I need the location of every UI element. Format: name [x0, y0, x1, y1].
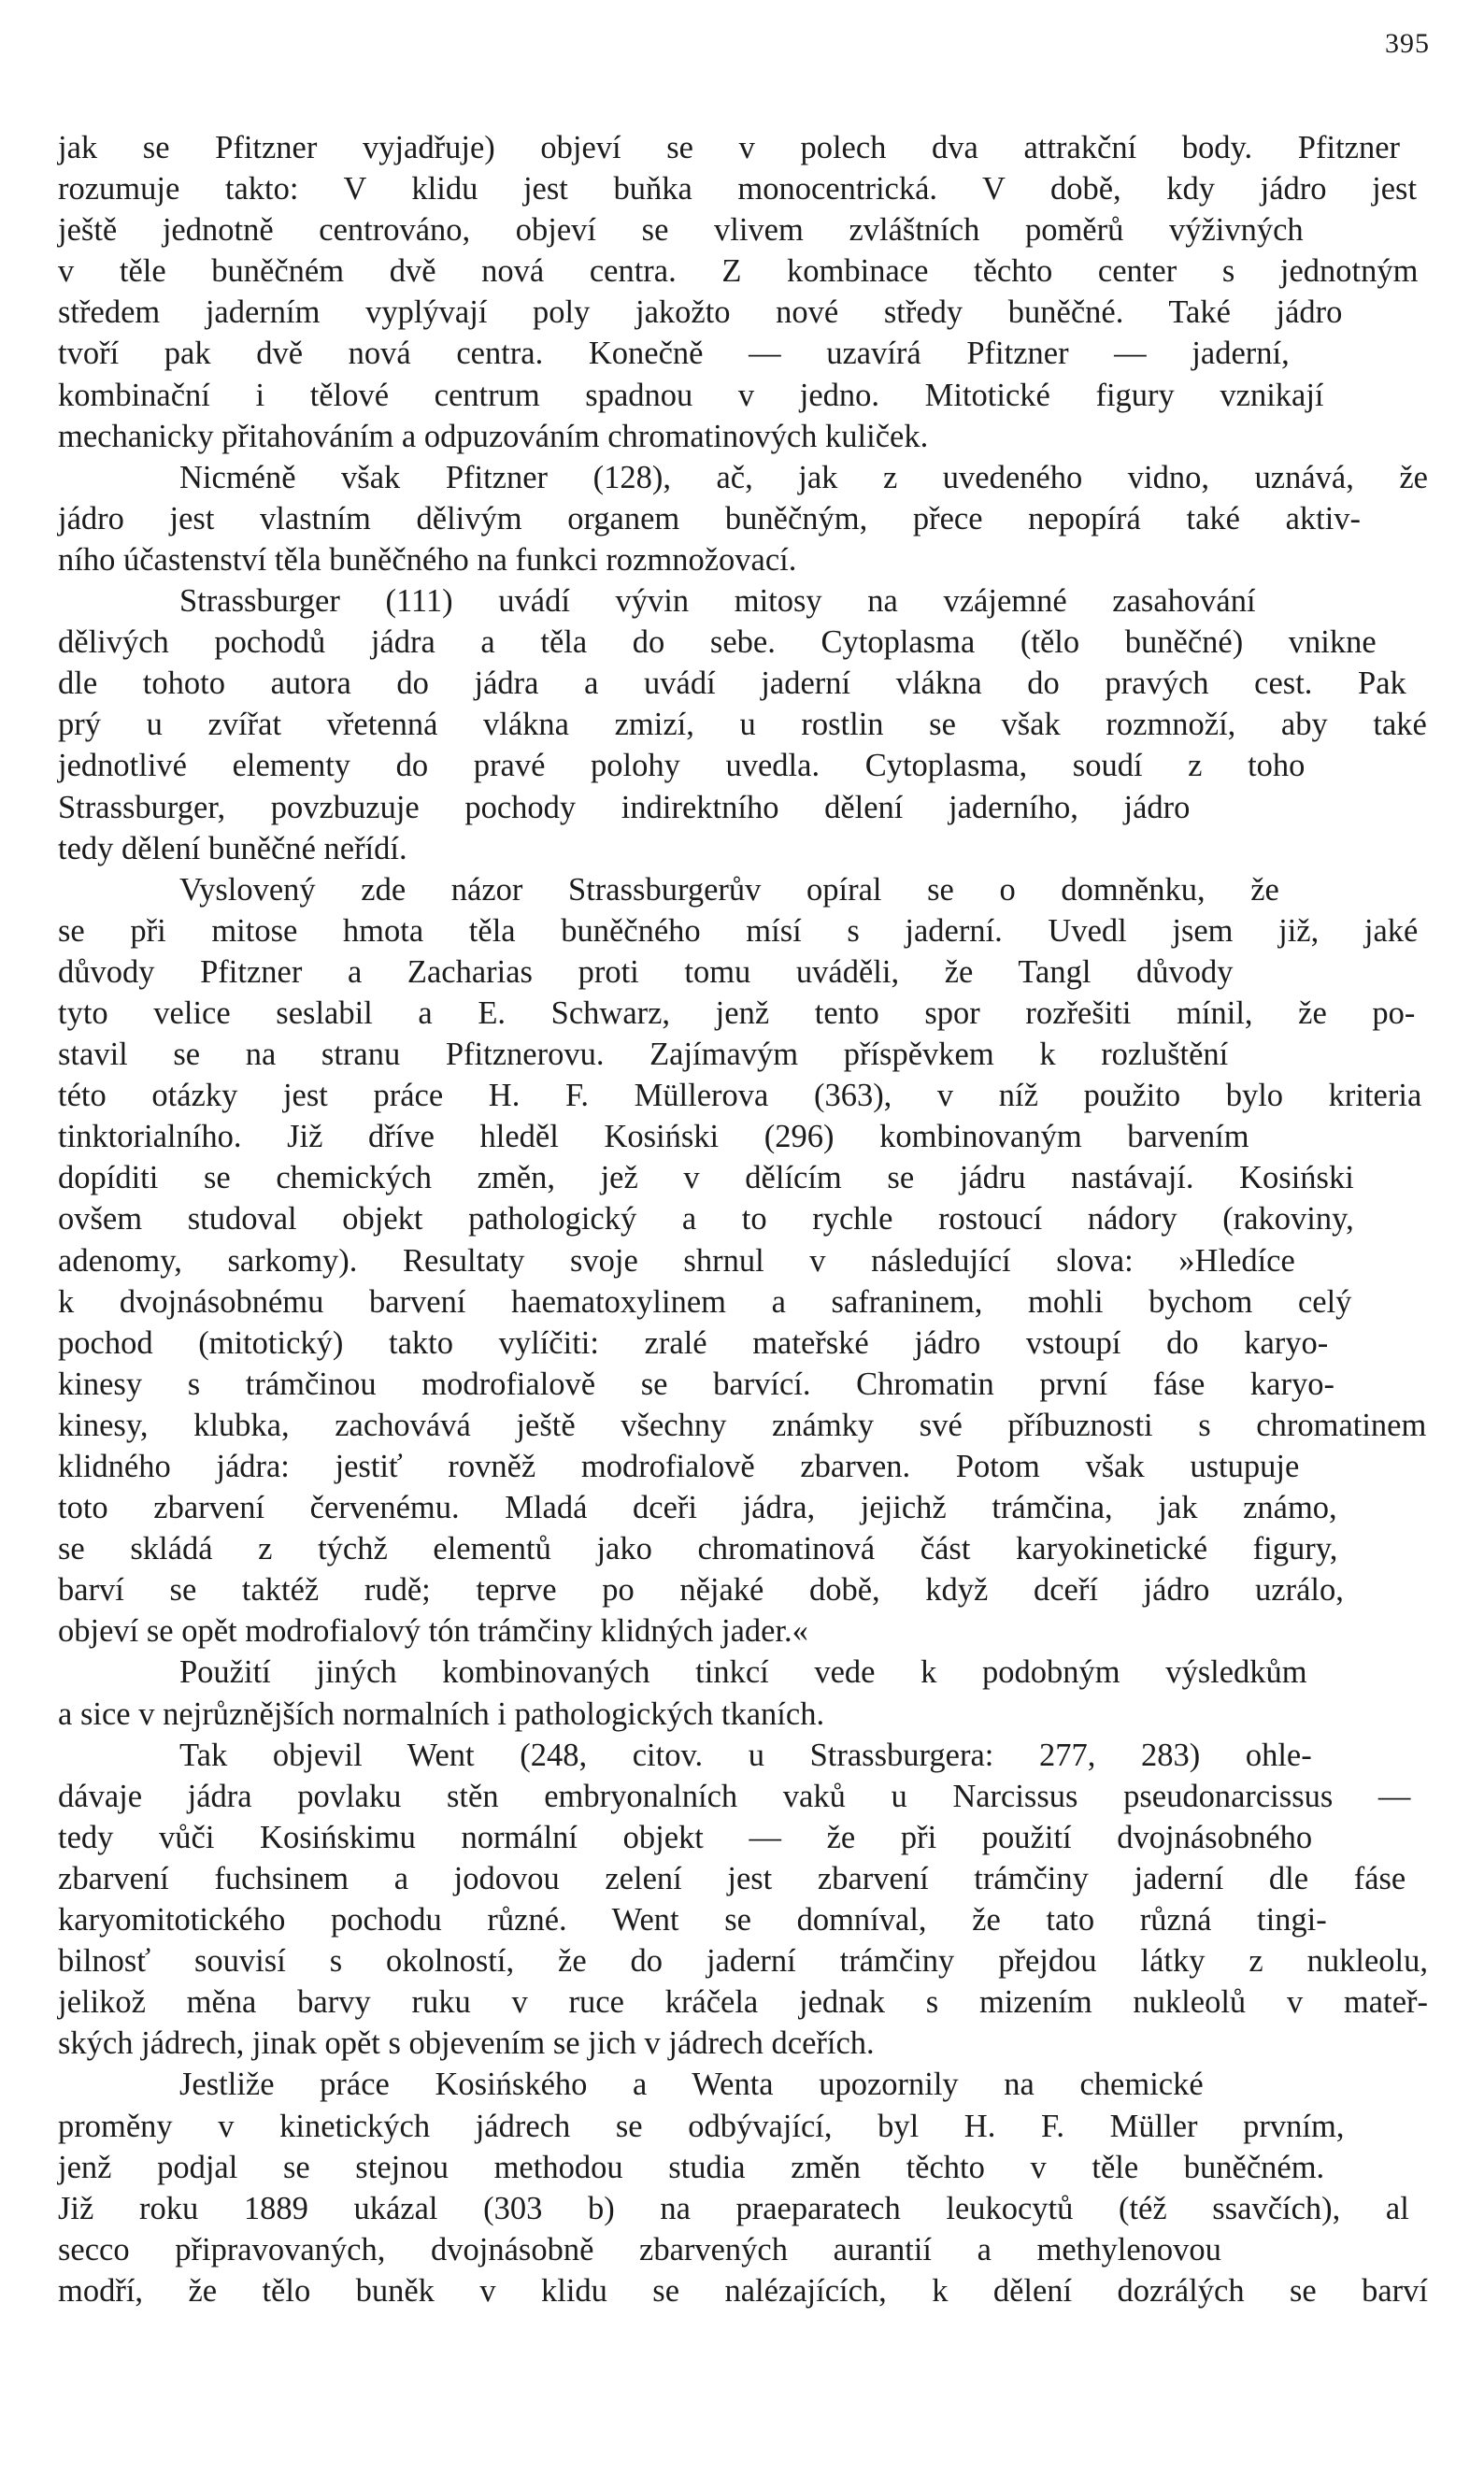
text-line: tedy vůči Kosińskimu normální objekt — že při použití dvojnásobného	[58, 1819, 1313, 1855]
text-line: dělivých pochodů jádra a těla do sebe. Cytoplasma (tělo buněčné) vnikne	[58, 624, 1377, 661]
text-line: důvody Pfitzner a Zacharias proti tomu uváděli, že Tangl důvody	[58, 953, 1234, 990]
text-line: bilnosť souvisí s okolností, že do jaderní trámčiny přejdou látky z nukleolu,	[58, 1943, 1428, 1980]
text-line: Tak objevil Went (248, citov. u Strassburgera: 277, 283) ohle-	[179, 1737, 1312, 1773]
page-number: 395	[1385, 28, 1430, 59]
text-line: tvoří pak dvě nová centra. Konečně — uzavírá Pfitzner — jaderní,	[58, 336, 1290, 372]
text-line: Strassburger (111) uvádí vývin mitosy na vzájemné zasahování	[179, 583, 1256, 620]
text-line: tedy dělení buněčné neřídí.	[58, 830, 407, 866]
text-line: mechanicky přitahováním a odpuzováním chromatinových kuliček.	[58, 418, 929, 454]
text-line: k dvojnásobnému barvení haematoxylinem a safraninem, mohli bychom celý	[58, 1283, 1352, 1320]
text-line: pochod (mitotický) takto vylíčiti: zralé mateřské jádro vstoupí do karyo-	[58, 1324, 1329, 1361]
text-line: proměny v kinetických jádrech se odbývající, byl H. F. Müller prvním,	[58, 2108, 1345, 2144]
text-line: Použití jiných kombinovaných tinkcí vede k podobným výsledkům	[179, 1654, 1307, 1691]
text-line: ještě jednotně centrováno, objeví se vlivem zvláštních poměrů výživných	[58, 212, 1304, 249]
text-line: středem jaderním vyplývají poly jakožto nové středy buněčné. Také jádro	[58, 294, 1343, 331]
text-line: jádro jest vlastním dělivým organem buněčným, přece nepopírá také aktiv-	[58, 500, 1362, 536]
text-line: v těle buněčném dvě nová centra. Z kombinace těchto center s jednotným	[58, 253, 1419, 290]
text-line: adenomy, sarkomy). Resultaty svoje shrnul v následující slova: »Hledíce	[58, 1242, 1295, 1279]
text-line: tyto velice seslabil a E. Schwarz, jenž tento spor rozřešiti mínil, že po-	[58, 994, 1416, 1031]
text-line: tinktorialního. Již dříve hleděl Kosiński (296) kombinovaným barvením	[58, 1119, 1249, 1155]
text-line: se skládá z týchž elementů jako chromatinová část karyokinetické figury,	[58, 1531, 1338, 1567]
text-line: Jestliže práce Kosińského a Wenta upozornily na chemické	[179, 2067, 1204, 2103]
text-line: rozumuje takto: V klidu jest buňka monocentrická. V době, kdy jádro jest	[58, 171, 1418, 207]
text-line: karyomitotického pochodu různé. Went se domníval, že tato různá tingi-	[58, 1902, 1327, 1939]
text-line: Vyslovený zde názor Strassburgerův opíral se o domněnku, že	[179, 871, 1279, 908]
text-line: a sice v nejrůznějších normalních i pathologických tkaních.	[58, 1695, 825, 1732]
text-line: stavil se na stranu Pfitznerovu. Zajímavým příspěvkem k rozluštění	[58, 1037, 1229, 1073]
text-line: se při mitose hmota těla buněčného mísí s jaderní. Uvedl jsem již, jaké	[58, 912, 1419, 949]
text-line: dle tohoto autora do jádra a uvádí jaderní vlákna do pravých cest. Pak	[58, 665, 1406, 702]
body-text	[58, 127, 1428, 2311]
text-line: kinesy, klubka, zachovává ještě všechny známky své příbuznosti s chromatinem	[58, 1407, 1427, 1443]
text-line: kombinační i tělové centrum spadnou v jedno. Mitotické figury vznikají	[58, 377, 1324, 413]
text-line: jak se Pfitzner vyjadřuje) objeví se v polech dva attrakční body. Pfitzner	[58, 130, 1401, 165]
text-line: kinesy s trámčinou modrofialově se barvící. Chromatin první fáse karyo-	[58, 1366, 1334, 1402]
text-line: této otázky jest práce H. F. Müllerova (363), v níž použito bylo kriteria	[58, 1078, 1422, 1114]
text-line: Již roku 1889 ukázal (303 b) na praeparatech leukocytů (též ssavčích), al	[58, 2190, 1409, 2226]
text-line: Nicméně však Pfitzner (128), ač, jak z uvedeného vidno, uznává, že	[179, 459, 1428, 495]
text-line: modří, že tělo buněk v klidu se nalézajících, k dělení dozrálých se barví	[58, 2272, 1428, 2309]
text-line: ských jádrech, jinak opět s objevením se jich v jádrech dceřích.	[58, 2025, 875, 2062]
text-line: jenž podjal se stejnou methodou studia změn těchto v těle buněčném.	[58, 2149, 1325, 2185]
text-line: toto zbarvení červenému. Mladá dceři jádra, jejichž trámčina, jak známo,	[58, 1490, 1337, 1526]
text-line: ovšem studoval objekt pathologický a to rychle rostoucí nádory (rakoviny,	[58, 1201, 1354, 1238]
text-line: objeví se opět modrofialový tón trámčiny klidných jader.«	[58, 1613, 808, 1650]
text-line: secco připravovaných, dvojnásobně zbarvených aurantií a methylenovou	[58, 2231, 1221, 2268]
text-line: jednotlivé elementy do pravé polohy uvedla. Cytoplasma, soudí z toho	[58, 748, 1306, 784]
text-line: barví se taktéž rudě; teprve po nějaké době, když dceří jádro uzrálo,	[58, 1572, 1344, 1609]
text-line: jelikož měna barvy ruku v ruce kráčela jednak s mizením nukleolů v mateř-	[58, 1984, 1428, 2021]
text-line: dávaje jádra povlaku stěn embryonalních vaků u Narcissus pseudonarcissus —	[58, 1778, 1411, 1814]
text-line: Strassburger, povzbuzuje pochody indirektního dělení jaderního, jádro	[58, 789, 1191, 825]
text-line: dopíditi se chemických změn, jež v dělícím se jádru nastávají. Kosiński	[58, 1160, 1354, 1196]
text-line: prý u zvířat vřetenná vlákna zmizí, u rostlin se však rozmnoží, aby také	[58, 707, 1427, 743]
text-line: klidného jádra: jestiť rovněž modrofialově zbarven. Potom však ustupuje	[58, 1449, 1300, 1484]
text-line: ního účastenství těla buněčného na funkci rozmnožovací.	[58, 541, 797, 578]
text-line: zbarvení fuchsinem a jodovou zelení jest zbarvení trámčiny jaderní dle fáse	[58, 1860, 1406, 1896]
